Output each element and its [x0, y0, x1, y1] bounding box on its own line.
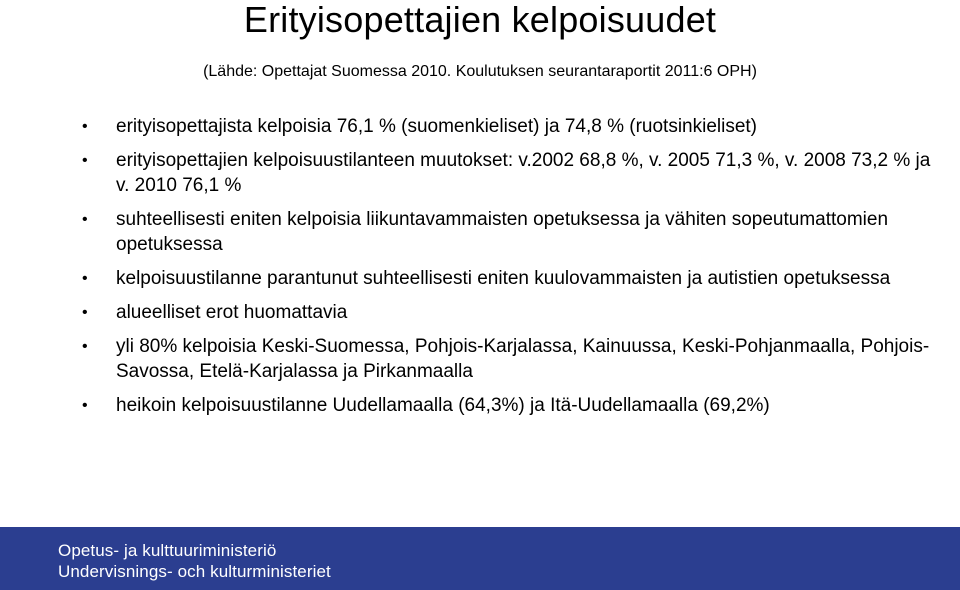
bullet-dot-icon: •	[82, 211, 88, 228]
bullet-dot-icon: •	[82, 152, 88, 169]
bullet-text: alueelliset erot huomattavia	[116, 302, 348, 323]
slide-title: Erityisopettajien kelpoisuudet	[243, 0, 717, 40]
list-item	[82, 300, 942, 325]
list-item	[82, 393, 942, 418]
bullet-text: heikoin kelpoisuustilanne Uudellamaalla (64,3%) ja Itä-Uudellamaalla (69,2%)	[116, 395, 770, 416]
bullet-dot-icon: •	[82, 118, 88, 135]
bullet-dot-icon: •	[82, 397, 88, 414]
bullet-dot-icon: •	[82, 338, 88, 355]
list-item	[82, 207, 942, 257]
ministry-name-finnish: Opetus- ja kulttuuriministeriö	[58, 541, 277, 560]
list-item	[82, 148, 942, 198]
ministry-name-swedish: Undervisnings- och kulturministeriet	[58, 562, 331, 581]
bullet-dot-icon: •	[82, 304, 88, 321]
bullet-dot-icon: •	[82, 270, 88, 287]
list-item	[82, 114, 942, 139]
bullet-text: erityisopettajista kelpoisia 76,1 % (suomenkieliset) ja 74,8 % (ruotsinkieliset)	[116, 116, 758, 137]
bullet-list	[82, 114, 942, 427]
list-item	[82, 266, 942, 291]
bullet-text: erityisopettajien kelpoisuustilanteen muutokset: v.2002 68,8 %, v. 2005 71,3 %, v. 2008 73,2 % ja v. 2010 76,1 %	[116, 150, 931, 196]
slide-source: (Lähde: Opettajat Suomessa 2010. Koulutuksen seurantaraportit 2011:6 OPH)	[203, 63, 757, 80]
bullet-text: yli 80% kelpoisia Keski-Suomessa, Pohjois-Karjalassa, Kainuussa, Keski-Pohjanmaalla, Pohjois-Savossa, Etelä-Karjalassa ja Pirkanmaalla	[116, 336, 930, 382]
bullet-text: suhteellisesti eniten kelpoisia liikuntavammaisten opetuksessa ja vähiten sopeutumattomien opetuksessa	[116, 209, 889, 255]
footer-band	[0, 527, 960, 590]
list-item	[82, 334, 942, 384]
bullet-text: kelpoisuustilanne parantunut suhteellisesti eniten kuulovammaisten ja autistien opetuksessa	[116, 268, 891, 289]
